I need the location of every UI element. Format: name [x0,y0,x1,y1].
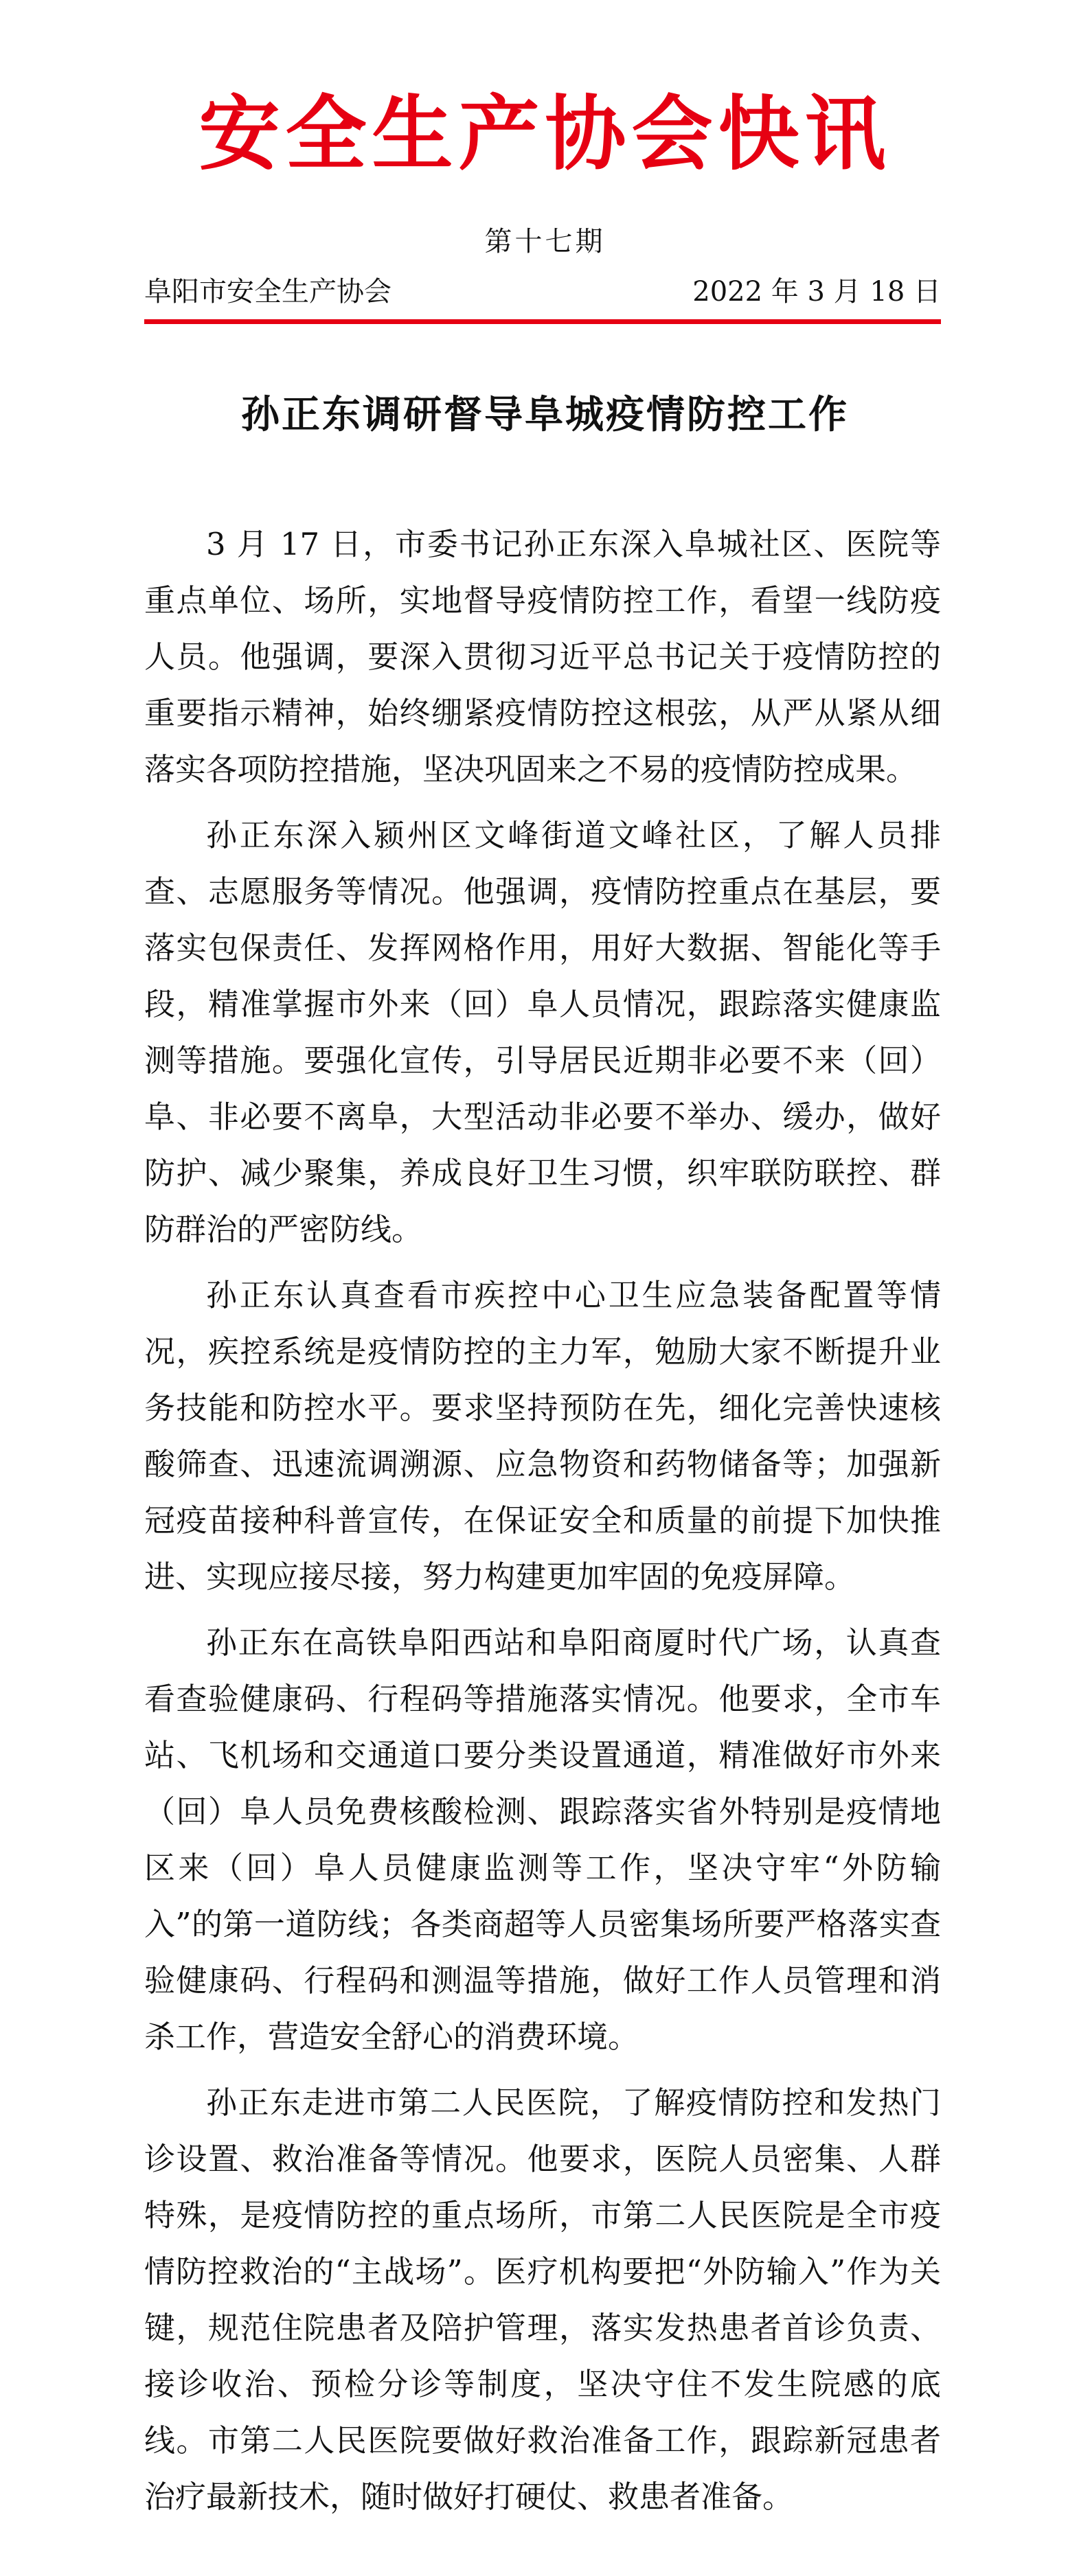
issue-number: 第十七期 [484,226,606,257]
publish-date: 2022 年 3 月 18 日 [692,276,941,308]
red-divider [144,319,941,324]
article-headline: 孙正东调研督导阜城疫情防控工作 [241,393,849,437]
article-body [144,516,941,2535]
masthead-title: 安全生产协会快讯 [198,87,892,181]
meta-row [144,271,941,312]
article-paragraph: 孙正东在高铁阜阳西站和阜阳商厦时代广场，认真查看查验健康码、行程码等措施落实情况。他要求，全市车站、飞机场和交通道口要分类设置通道，精准做好市外来（回）阜人员免费核酸检测、跟踪落实省外特别是疫情地区来（回）阜人员健康监测等工作，坚决守牢“外防输入”的第一道防线；各类商超等人员密集场所要严格落实查验健康码、行程码和测温等措施，做好工作人员管理和消杀工作，营造安全舒心的消费环境。 [144,1624,941,2055]
article-paragraph: 孙正东认真查看市疾控中心卫生应急装备配置等情况，疾控系统是疫情防控的主力军，勉励大家不断提升业务技能和防控水平。要求坚持预防在先，细化完善快速核酸筛查、迅速流调溯源、应急物资和药物储备等；加强新冠疫苗接种科普宣传，在保证安全和质量的前提下加快推进、实现应接尽接，努力构建更加牢固的免疫屏障。 [144,1277,941,1595]
article-paragraph: 3 月 17 日，市委书记孙正东深入阜城社区、医院等重点单位、场所，实地督导疫情防控工作，看望一线防疫人员。他强调，要深入贯彻习近平总书记关于疫情防控的重要指示精神，始终绷紧疫情防控这根弦，从严从紧从细落实各项防控措施，坚决巩固来之不易的疫情防控成果。 [144,526,941,787]
article-paragraph: 孙正东走进市第二人民医院，了解疫情防控和发热门诊设置、救治准备等情况。他要求，医院人员密集、人群特殊，是疫情防控的重点场所，市第二人民医院是全市疫情防控救治的“主战场”。医疗机构要把“外防输入”作为关键，规范住院患者及陪护管理，落实发热患者首诊负责、接诊收治、预检分诊等制度，坚决守住不发生院感的底线。市第二人民医院要做好救治准备工作，跟踪新冠患者治疗最新技术，随时做好打硬仗、救患者准备。 [144,2084,941,2515]
publisher-name: 阜阳市安全生产协会 [144,276,391,308]
article-paragraph: 孙正东深入颍州区文峰街道文峰社区，了解人员排查、志愿服务等情况。他强调，疫情防控重点在基层，要落实包保责任、发挥网格作用，用好大数据、智能化等手段，精准掌握市外来（回）阜人员情况，跟踪落实健康监测等措施。要强化宣传，引导居民近期非必要不来（回）阜、非必要不离阜，大型活动非必要不举办、缓办，做好防护、减少聚集，养成良好卫生习惯，织牢联防联控、群防群治的严密防线。 [144,817,941,1247]
